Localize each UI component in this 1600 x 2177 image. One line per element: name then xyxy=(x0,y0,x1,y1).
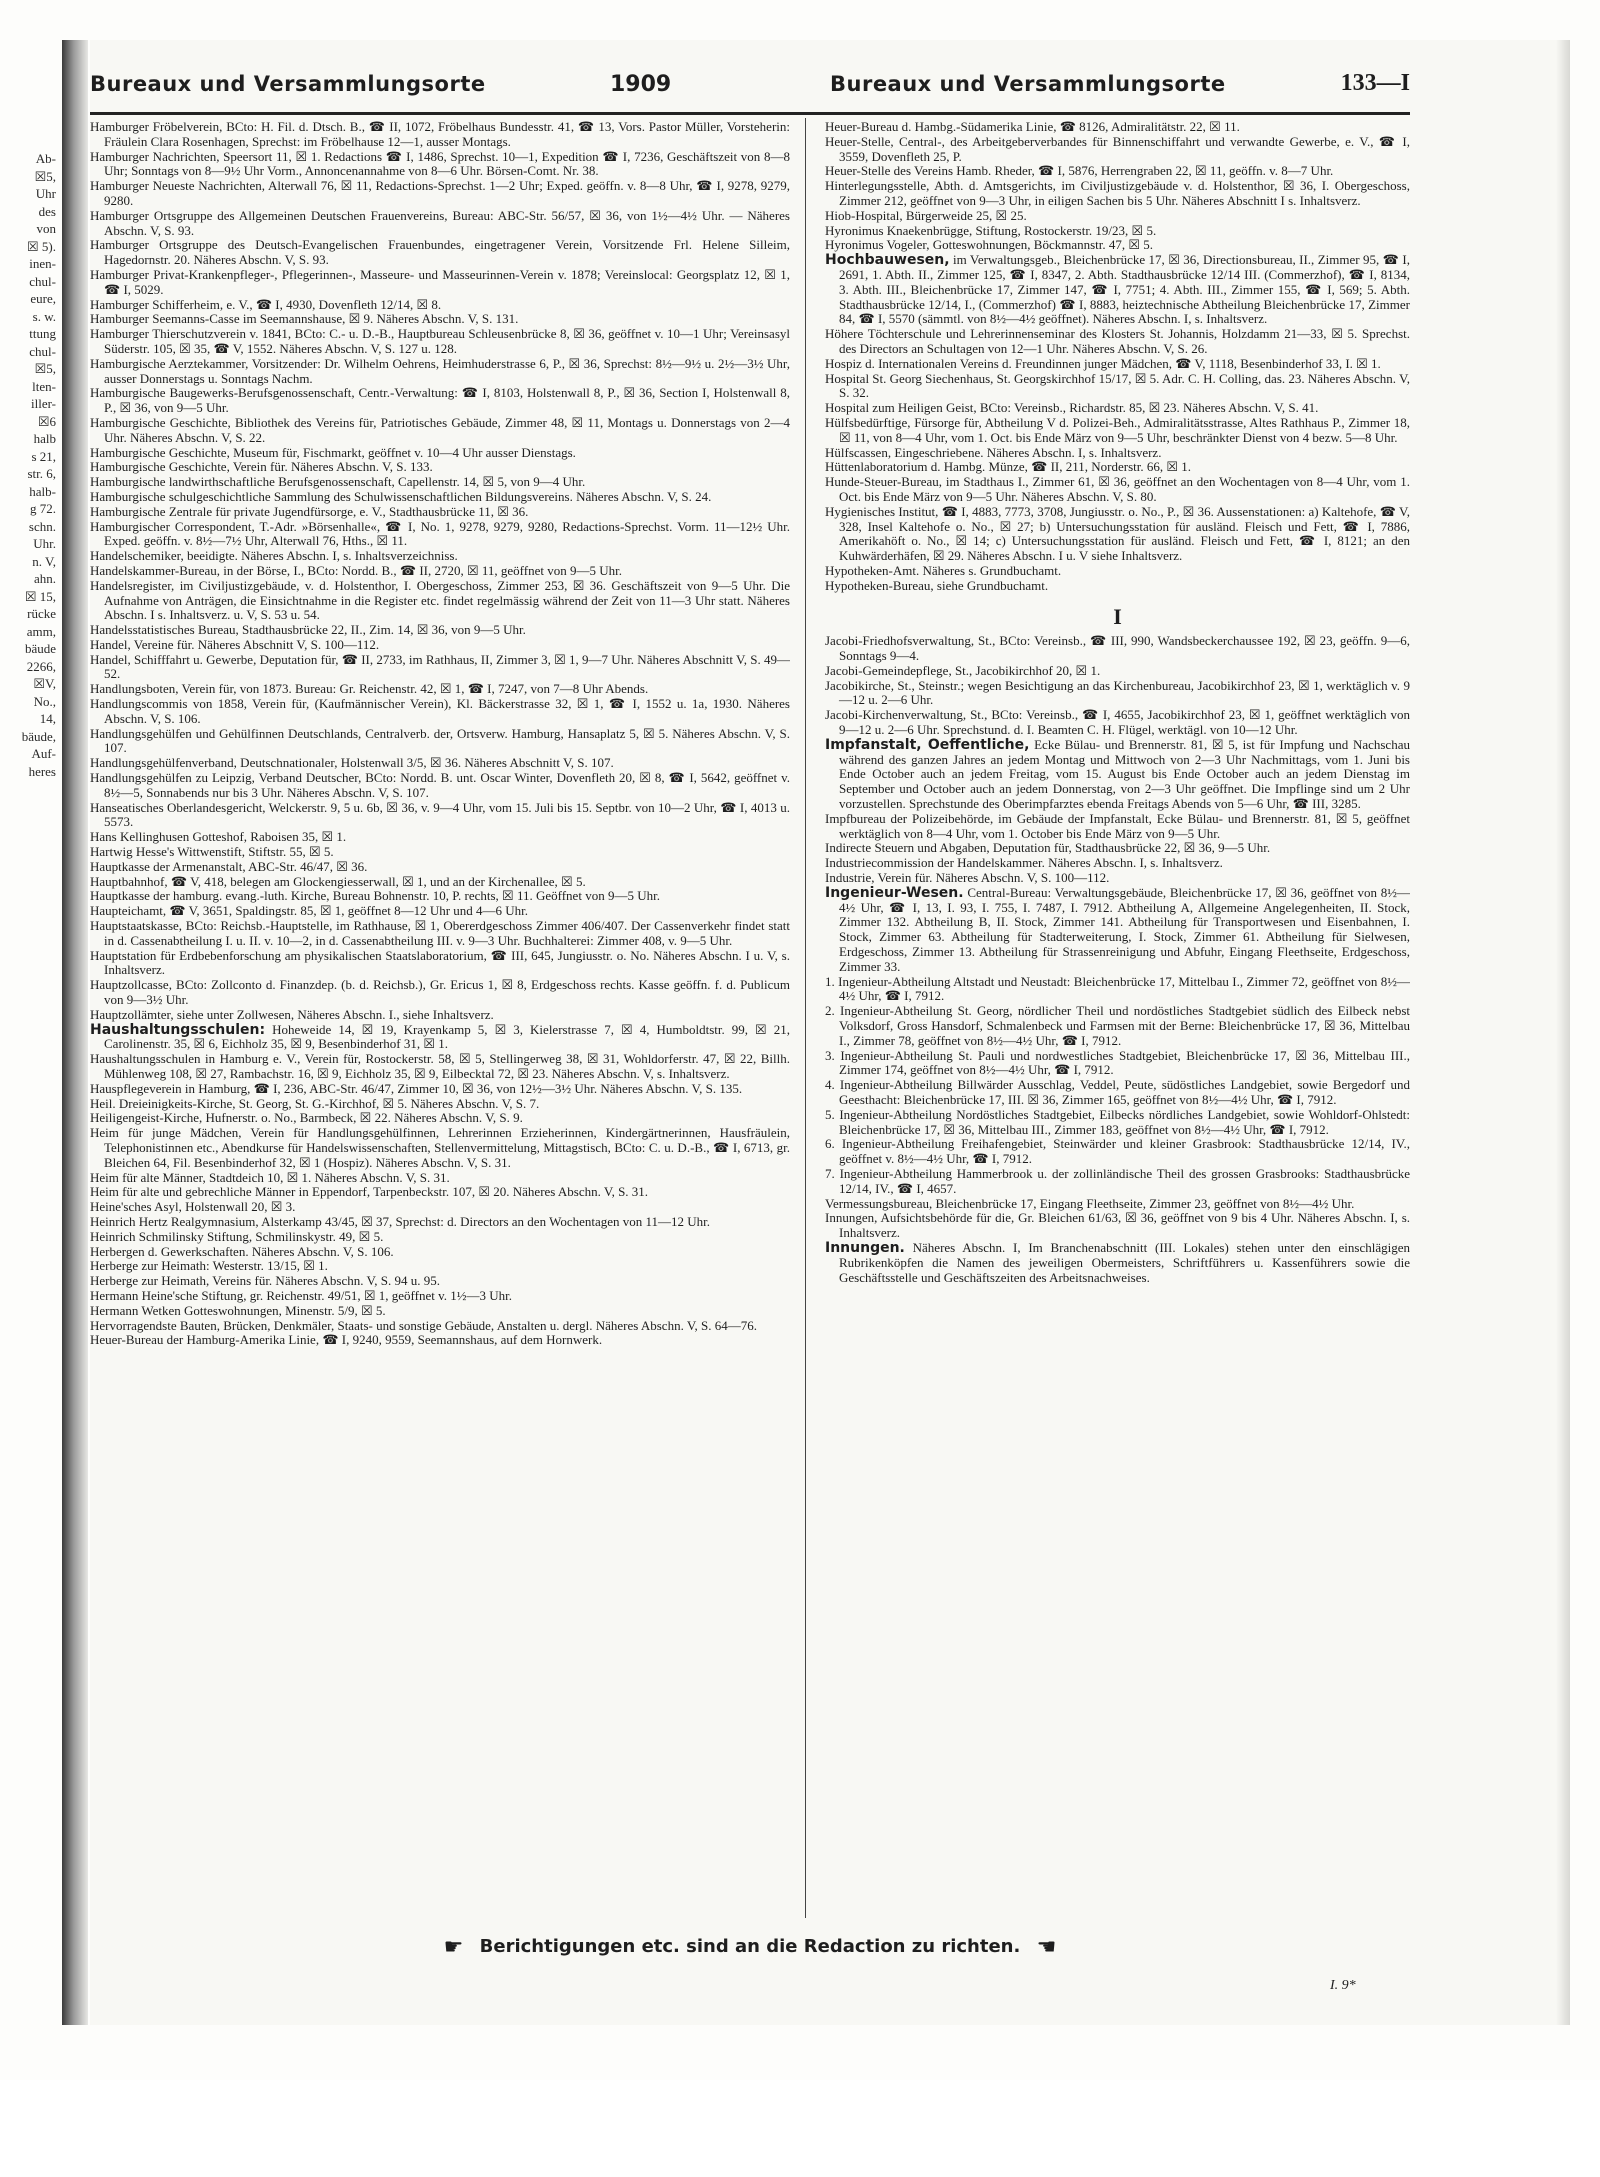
header-rule xyxy=(90,112,1410,115)
directory-entry: Innungen. Näheres Abschn. I, Im Branchenabschnitt (III. Lokales) stehen unter den einschlägigen Rubrikenköpfen die Namen des jeweiligen Obermeisters, Schriftführers u. Kassenführers sowie die Geschäftsstelle und Geschäftszeiten des Arbeitsnachweises. xyxy=(825,1239,1410,1285)
directory-entry: Hamburger Nachrichten, Speersort 11, ☒ 1. Redactions ☎ I, 1486, Sprechst. 10—1, Expedition ☎ I, 7236, Geschäftszeit von 8—8 Uhr; Sonntags von 8—9½ Uhr Vorm., Annoncenannahme von 8—6 Uhr. Börsen-Comt. Nr. 38. xyxy=(90,148,790,179)
directory-entry: Hunde-Steuer-Bureau, im Stadthaus I., Zimmer 61, ☒ 36, geöffnet an den Wochentagen von 8—4 Uhr, vom 1. Oct. bis Ende März von 9—5 Uhr. Näheres Abschn. V, S. 80. xyxy=(825,474,1410,504)
prev-page-line: bäude, xyxy=(21,728,56,744)
prev-page-line: eure, xyxy=(30,291,56,306)
directory-entry: Hypotheken-Bureau, siehe Grundbuchamt. xyxy=(825,577,1049,593)
entry-heading: Ingenieur-Wesen. xyxy=(825,884,964,901)
directory-entry: Herberge zur Heimath: Westerstr. 13/15, ☒ 1. xyxy=(90,1258,328,1274)
directory-entry: Hamburgische landwirthschaftliche Berufsgenossenschaft, Capellenstr. 14, ☒ 5, von 9—4 Uhr. xyxy=(90,474,586,490)
directory-entry: Hinterlegungsstelle, Abth. d. Amtsgerichts, im Civiljustizgebäude v. d. Holstenthor, ☒ 36, I. Obergeschoss, Zimmer 212, geöffnet von 9—3 Uhr, in eiligen Sachen bis 5 Uhr. Näheres Abschnitt I s. Inhaltsverz. xyxy=(825,178,1410,208)
directory-entry: Hamburgische Geschichte, Bibliothek des Vereins für, Patriotisches Gebäude, Zimmer 48, ☒ 11, Montags u. Donnerstags von 2—4 Uhr. Näheres Abschn. V, S. 22. xyxy=(90,414,790,445)
directory-entry: Jacobikirche, St., Steinstr.; wegen Besichtigung an das Kirchenbureau, Jacobikirchhof 23, ☒ 1, werktäglich v. 9—12 u. 2—6 Uhr. xyxy=(825,677,1410,708)
directory-entry: Hanseatisches Oberlandesgericht, Welckerstr. 9, 5 u. 6b, ☒ 36, v. 9—4 Uhr, vom 15. Juli bis 15. Septbr. von 10—2 Uhr, ☎ I, 4013 u. 5573. xyxy=(90,799,790,830)
section-letter: I xyxy=(1113,603,1122,629)
prev-page-line: chul- xyxy=(29,273,56,289)
directory-entry: Hamburgische Geschichte, Museum für, Fischmarkt, geöffnet v. 10—4 Uhr ausser Dienstags. xyxy=(90,444,576,460)
prev-page-line: ☒6 xyxy=(37,413,56,429)
prev-page-line: ☒5, xyxy=(34,361,56,376)
prev-page-line: s 21, xyxy=(31,448,56,464)
directory-entry: Impfbureau der Polizeibehörde, im Gebäude der Impfanstalt, Ecke Bülau- und Brennerstr. 81, ☒ 5, geöffnet werktäglich von 8—4 Uhr, vom 1. October bis Ende März von 9—5 Uhr. xyxy=(825,810,1410,841)
prev-page-line: amm, xyxy=(26,623,56,639)
pointing-hand-right-icon: ☚ xyxy=(1036,1935,1057,1960)
directory-entry: Hülfscassen, Eingeschriebene. Näheres Abschn. I, s. Inhaltsverz. xyxy=(825,444,1162,460)
directory-entry: Jacobi-Friedhofsverwaltung, St., BCto: Vereinsb., ☎ III, 990, Wandsbeckerchaussee 192, ☒ 23, geöffn. 9—6, Sonntags 9—4. xyxy=(825,633,1410,664)
directory-entry: Haushaltungsschulen in Hamburg e. V., Verein für, Rostockerstr. 58, ☒ 5, Stellingerweg 38, ☒ 31, Wohldorferstr. 47, ☒ 22, Billh. Mühlenweg 108, ☒ 27, Rambachstr. 16, ☒ 9, Eichholz 35, ☒ 9, Eilbecktal 72, ☒ 23. Näheres Abschn. V, s. Inhaltsverz. xyxy=(90,1051,790,1081)
prev-page-line: ☒ 15, xyxy=(24,588,56,604)
directory-entry: Industrie, Verein für. Näheres Abschn. V, S. 100—112. xyxy=(825,870,1110,886)
directory-entry: Hamburgische Zentrale für private Jugendfürsorge, e. V., Stadthausbrücke 11, ☒ 36. xyxy=(90,503,529,519)
directory-entry: Hamburger Privat-Krankenpfleger-, Pflegerinnen-, Masseure- und Masseurinnen-Verein v. 1878; Vereinslocal: Georgsplatz 12, ☒ 1, ☎ I, 5029. xyxy=(90,266,790,297)
directory-entry: Innungen, Aufsichtsbehörde für die, Gr. Bleichen 61/63, ☒ 36, geöffnet von 9 bis 4 Uhr. Näheres Abschn. I, s. Inhaltsverz. xyxy=(825,1210,1410,1241)
directory-entry: Hamburger Neueste Nachrichten, Alterwall 76, ☒ 11, Redactions-Sprechst. 1—2 Uhr; Exped. geöffn. v. 8—8 Uhr, ☎ I, 9278, 9279, 9280. xyxy=(90,178,790,208)
directory-entry: Hauptkasse der Armenanstalt, ABC-Str. 46/47, ☒ 36. xyxy=(90,858,368,874)
directory-entry: Hamburgischer Correspondent, T.-Adr. »Börsenhalle«, ☎ I, No. 1, 9278, 9279, 9280, Redactions-Sprechst. Vorm. 11—12½ Uhr. Exped. geöffn. v. 8½—7½ Uhr, Alterwall 76, Hths., ☒ 11. xyxy=(90,518,790,549)
prev-page-line: str. 6, xyxy=(27,466,56,481)
directory-entry: Haushaltungsschulen: Hoheweide 14, ☒ 19, Krayenkamp 5, ☒ 3, Kielerstrasse 7, ☒ 4, Humboldtstr. 99, ☒ 21, Carolinenstr. 35, ☒ 6, Eichholz 35, ☒ 9, Besenbinderhof 31, ☒ 1. xyxy=(90,1021,790,1052)
prev-page-line: von xyxy=(36,221,56,236)
prev-page-line: Auf- xyxy=(31,746,56,761)
directory-entry: Hygienisches Institut, ☎ I, 4883, 7773, 3708, Jungiusstr. o. No., P., ☒ 36. Aussenstationen: a) Kaltehofe, ☎ V, 328, Insel Kaltehofe o. No., ☒ 27; b) Untersuchungsstation für ausländ. Fleisch und Fett, ☎ I, 7886, Amerikahöft o. No., ☒ 14; c) Untersuchungsstation für ausländ. Fleisch und Fett, ☎ I, 8121; an den Kuhwärderhäfen, ☒ 29. Näheres Abschn. I u. V siehe Inhaltsverz. xyxy=(825,503,1410,564)
directory-entry: Heim für junge Mädchen, Verein für Handlungsgehülfinnen, Lehrerinnen Erzieherinnen, Kindergärtnerinnen, Hausfräulein, Telephonistinnen etc., Abendkurse für Handelswissenschaften, Stellenvermittelung, Mittagstisch, BCto: C. u. D.-B., ☎ I, 6713, gr. Bleichen 64, Fil. Besenbinderhof 32, ☒ 1 (Hospiz). Näheres Abschn. V, S. 31. xyxy=(90,1125,790,1170)
directory-entry: Hauspflegeverein in Hamburg, ☎ I, 236, ABC-Str. 46/47, Zimmer 10, ☒ 36, von 12½—3½ Uhr. Näheres Abschn. V, S. 135. xyxy=(90,1080,743,1096)
entry-heading: Haushaltungsschulen: xyxy=(90,1021,266,1038)
column-divider xyxy=(805,118,806,1918)
directory-entry: Hospital zum Heiligen Geist, BCto: Vereinsb., Richardstr. 85, ☒ 23. Näheres Abschn. V, S. 41. xyxy=(825,400,1319,416)
directory-entry: Handel, Schifffahrt u. Gewerbe, Deputation für, ☎ II, 2733, im Rathhaus, II, Zimmer 3, ☒ 1, 9—7 Uhr. Näheres Abschnitt V, S. 49—52. xyxy=(90,651,790,682)
directory-entry: Herberge zur Heimath, Vereins für. Näheres Abschn. V, S. 94 u. 95. xyxy=(90,1273,440,1289)
directory-entry: Heuer-Stelle, Central-, des Arbeitgeberverbandes für Binnenschiffahrt und verwandte Gewerbe, e. V., ☎ I, 3559, Dovenfleth 25, P. xyxy=(825,133,1410,164)
prev-page-line: halb- xyxy=(29,483,56,499)
entry-heading: Innungen. xyxy=(825,1239,905,1256)
directory-entry: Hauptstaatskasse, BCto: Reichsb.-Hauptstelle, im Rathhause, ☒ 1, Obererdgeschoss Zimmer 406/407. Der Cassenverkehr findet statt in d. Cassenabtheilung I. u. II. v. 10—2, in d. Cassenabtheilung III. v. 9—3 Uhr. Buchhalterei: Zimmer 408, v. 9—5 Uhr. xyxy=(90,918,790,948)
header-year: 1909 xyxy=(610,72,672,97)
prev-page-line: Ab- xyxy=(35,151,56,166)
directory-entry: Hauptzollämter, siehe unter Zollwesen, Näheres Abschn. I., siehe Inhaltsverz. xyxy=(90,1006,494,1022)
header-left-title: Bureaux und Versammlungsorte xyxy=(90,72,486,96)
directory-entry: Handelskammer-Bureau, in der Börse, I., BCto: Nordd. B., ☎ II, 2720, ☒ 11, geöffnet von 9—5 Uhr. xyxy=(90,562,622,578)
directory-entry: Hamburgische schulgeschichtliche Sammlung des Schulwissenschaftlichen Bildungsvereins. Näheres Abschn. V, S. 24. xyxy=(90,488,712,504)
directory-entry: Hamburgische Baugewerks-Berufsgenossenschaft, Centr.-Verwaltung: ☎ I, 8103, Holstenwall 8, P., ☒ 36, Section I, Holstenwall 8, P., ☒ 36, von 9—5 Uhr. xyxy=(90,385,790,416)
directory-entry: Heinrich Schmilinsky Stiftung, Schmilinskystr. 49, ☒ 5. xyxy=(90,1228,384,1244)
prev-page-line: ☒V, xyxy=(33,676,56,691)
directory-entry: Handlungsgehülfenverband, Deutschnationaler, Holstenwall 3/5, ☒ 36. Näheres Abschnitt V, S. 107. xyxy=(90,755,614,771)
directory-entry: Hervorragendste Bauten, Brücken, Denkmäler, Staats- und sonstige Gebäude, Anstalten u. dergl. Näheres Abschn. V, S. 64—76. xyxy=(90,1317,758,1333)
footer-notice xyxy=(90,1935,1410,1960)
directory-entry: 2. Ingenieur-Abtheilung St. Georg, nördlicher Theil und nordöstliches Stadtgebiet südlich des Eilbeck nebst Volksdorf, Gross Hansdorf, Schmalenbeck und Farmsen mit der Berne: Bleichenbrücke 17, ☒ 36, Mittelbau I., Zimmer 78, geöffnet von 8½—4½ Uhr, ☎ I, 7912. xyxy=(825,1003,1410,1048)
directory-entry: Hiob-Hospital, Bürgerweide 25, ☒ 25. xyxy=(825,207,1027,223)
directory-entry: Hüttenlaboratorium d. Hambg. Münze, ☎ II, 211, Norderstr. 66, ☒ 1. xyxy=(825,459,1192,475)
header-right-title: Bureaux und Versammlungsorte xyxy=(830,72,1226,96)
directory-entry: Hyronimus Vogeler, Gotteswohnungen, Böckmannstr. 47, ☒ 5. xyxy=(825,237,1154,253)
directory-entry: Hamburger Schifferheim, e. V., ☎ I, 4930, Dovenfleth 12/14, ☒ 8. xyxy=(90,296,442,312)
directory-entry: Heuer-Bureau d. Hambg.-Südamerika Linie, ☎ 8126, Admiralitätstr. 22, ☒ 11. xyxy=(825,120,1240,134)
directory-entry: Handelsstatistisches Bureau, Stadthausbrücke 22, II., Zim. 14, ☒ 36, von 9—5 Uhr. xyxy=(90,622,526,638)
prev-page-line: s. w. xyxy=(32,308,56,324)
directory-entry: Hamburgische Aerztekammer, Vorsitzender: Dr. Wilhelm Oehrens, Heimhuderstrasse 6, P., ☒ 36, Sprechst: 8½—9½ u. 2½—3½ Uhr, ausser Donnerstags u. Sonntags Nachm. xyxy=(90,355,790,386)
directory-entry: 4. Ingenieur-Abtheilung Billwärder Ausschlag, Veddel, Peute, südöstliches Landgebiet, sowie Bergedorf und Geesthacht: Bleichenbrücke 17, III. ☒ 36, Zimmer 165, geöffnet von 8½—4½ Uhr, ☎ I, 7912. xyxy=(825,1077,1410,1107)
binding-shadow xyxy=(62,40,88,2025)
directory-entry: Hauptbahnhof, ☎ V, 418, belegen am Glockengiesserwall, ☒ 1, und an der Kirchenallee, ☒ 5. xyxy=(90,873,586,889)
directory-entry: Heim für alte und gebrechliche Männer in Eppendorf, Tarpenbeckstr. 107, ☒ 20. Näheres Abschn. V, S. 31. xyxy=(90,1184,649,1200)
prev-page-line: inen- xyxy=(29,256,56,271)
page-header xyxy=(90,72,1410,110)
directory-entry: Hauptstation für Erdbebenforschung am physikalischen Staatslaboratorium, ☎ III, 645, Jungiusstr. o. No. Näheres Abschn. I u. V, s. Inhaltsverz. xyxy=(90,947,790,978)
directory-entry: 7. Ingenieur-Abtheilung Hammerbrook u. der zollinländische Theil des grossen Grasbrooks: Stadthausbrücke 12/14, IV., ☎ I, 4657. xyxy=(825,1165,1410,1196)
directory-entry: Hyronimus Knaekenbrügge, Stiftung, Rostockerstr. 19/23, ☒ 5. xyxy=(825,222,1157,238)
directory-entry: Impfanstalt, Oeffentliche, Ecke Bülau- und Brennerstr. 81, ☒ 5, ist für Impfung und Nachschau während des ganzen Jahres an jedem Montag und Mittwoch von 2—3 Uhr Nachmittags, vom 1. Juni bis Ende October auch an jedem Freitag, vom 15. August bis Ende October auch an jedem Dienstag im September und October auch an jedem Donnerstag, von 2—3 Uhr geöffnet. Die Impflinge sind um 2 Uhr vorzustellen. Sprechstunde des Oberimpfarztes ebenda Freitags Abends von 5—6 Uhr, ☎ III, 3285. xyxy=(825,736,1410,812)
directory-entry: Handlungsgehülfen und Gehülfinnen Deutschlands, Centralverb. der, Ortsverw. Hamburg, Hansaplatz 5, ☒ 5. Näheres Abschn. V, S. 107. xyxy=(90,725,790,756)
directory-entry: Herbergen d. Gewerkschaften. Näheres Abschn. V, S. 106. xyxy=(90,1243,394,1259)
directory-entry: Hamburger Ortsgruppe des Deutsch-Evangelischen Frauenbundes, eingetragener Verein, Vorsitzende Frl. Helene Silleim, Hagedornstr. 20. Näheres Abschn. V, S. 93. xyxy=(90,237,790,268)
directory-entry: Höhere Töchterschule und Lehrerinnenseminar des Klosters St. Johannis, Holzdamm 21—33, ☒ 5. Sprechst. des Directors an Schultagen von 12—1 Uhr. Näheres Abschn. V, S. 26. xyxy=(825,326,1410,356)
prev-page-line: ☒5, xyxy=(34,168,56,184)
prev-page-line: ☒ 5). xyxy=(27,238,56,254)
directory-entry: Hermann Wetken Gotteswohnungen, Minenstr. 5/9, ☒ 5. xyxy=(90,1302,386,1318)
directory-entry: Heim für alte Männer, Stadtdeich 10, ☒ 1. Näheres Abschn. V, S. 31. xyxy=(90,1169,450,1185)
directory-entry: Handlungsgehülfen zu Leipzig, Verband Deutscher, BCto: Nordd. B. unt. Oscar Winter, Dovenfleth 20, ☒ 8, ☎ I, 5642, geöffnet v. 8½—5, Sonnabends nur bis 3 Uhr. Näheres Abschn. V, S. 107. xyxy=(90,770,790,800)
prev-page-line: g 72. xyxy=(30,501,56,516)
entry-heading: Impfanstalt, Oeffentliche, xyxy=(825,736,1030,753)
previous-page-fragment xyxy=(0,150,60,1630)
directory-entry: Jacobi-Gemeindepflege, St., Jacobikirchhof 20, ☒ 1. xyxy=(825,662,1101,678)
left-column xyxy=(90,120,790,1960)
prev-page-line: 14, xyxy=(39,711,56,726)
directory-entry: 6. Ingenieur-Abtheilung Freihafengebiet, Steinwärder und kleiner Grasbrook: Stadthausbrücke 12/14, IV., geöffnet v. 8½—4½ Uhr, ☎ I, 7912. xyxy=(825,1136,1410,1167)
prev-page-line: halb xyxy=(33,431,56,446)
directory-entry: Heine'sches Asyl, Holstenwall 20, ☒ 3. xyxy=(90,1199,296,1215)
directory-entry: Hamburger Thierschutzverein v. 1841, BCto: C.- u. D.-B., Hauptbureau Schleusenbrücke 8, ☒ 36, geöffnet v. 10—1 Uhr; Vereinsasyl Süderstr. 105, ☒ 35, ☎ V, 1552. Näheres Abschn. V, S. 127 u. 128. xyxy=(90,326,790,356)
directory-entry: Hans Kellinghusen Gotteshof, Raboisen 35, ☒ 1. xyxy=(90,829,347,845)
prev-page-line: iller- xyxy=(30,396,56,411)
directory-entry: Jacobi-Kirchenverwaltung, St., BCto: Vereinsb., ☎ I, 4655, Jacobikirchhof 23, ☒ 1, geöffnet werktäglich von 9—12 u. 2—6 Uhr. Sprechstund. d. I. Beamten C. H. Flügel, werktägl. von 10—12 Uhr. xyxy=(825,707,1410,738)
directory-entry: Indirecte Steuern und Abgaben, Deputation für, Stadthausbrücke 22, ☒ 36, 9—5 Uhr. xyxy=(825,840,1271,856)
directory-entry: Heinrich Hertz Realgymnasium, Alsterkamp 43/45, ☒ 37, Sprechst: d. Directors an den Wochentagen von 11—12 Uhr. xyxy=(90,1213,711,1229)
prev-page-line: Uhr. xyxy=(33,536,56,551)
directory-entry: Ingenieur-Wesen. Central-Bureau: Verwaltungsgebäude, Bleichenbrücke 17, ☒ 36, geöffnet von 8½—4½ Uhr, ☎ I, 13, I. 93, I. 755, I. 7487, I. 7912. Abtheilung A, Allgemeine Angelegenheiten, II. Stock, Zimmer 132. Abtheilung B, II. Stock, Zimmer 141. Abtheilung für Transportwesen und Eisenbahnen, I. Stock, Zimmer 63. Abtheilung für Stadterweiterung, I. Stock, Zimmer 61. Abtheilung für Sielwesen, Erdgeschoss, Zimmer 13. Abtheilung für Strassenreinigung und Abfuhr, Eingang Fleethseite, Erdgeschoss, Zimmer 33. xyxy=(825,884,1410,974)
directory-entry: Handelsregister, im Civiljustizgebäude, v. d. Holstenthor, I. Obergeschoss, Zimmer 253, ☒ 36. Geschäftszeit von 9—5 Uhr. Die Aufnahme von Anträgen, die Einsichtnahme in die Register etc. findet regelmässig während der Zeit von 11—3 Uhr statt. Näheres Abschn. I s. Inhaltsverz. u. V, S. 53 u. 54. xyxy=(90,577,790,623)
directory-entry: Hauptzollcasse, BCto: Zollconto d. Finanzdep. (b. d. Reichsb.), Gr. Ericus 1, ☒ 8, Erdgeschoss rechts. Kasse geöffn. f. d. Publicum von 9—3½ Uhr. xyxy=(90,977,790,1008)
prev-page-line: rücke xyxy=(27,606,56,621)
directory-entry: Hamburgische Geschichte, Verein für. Näheres Abschn. V, S. 133. xyxy=(90,459,433,475)
directory-entry: Hochbauwesen, im Verwaltungsgeb., Bleichenbrücke 17, ☒ 36, Directionsbureau, II., Zimmer 95, ☎ I, 2691, 1. Abth. II., Zimmer 125, ☎ I, 8347, 2. Abth. Stadthausbrücke 12/14 III. (Commerzhof), ☎ I, 8134, 3. Abth. III., Bleichenbrücke 17, Zimmer 147, ☎ I, 7751; 4. Abth. III., Zimmer 155, ☎ I, 569; 5. Abth. Stadthausbrücke 12/14, I., (Commerzhof) ☎ I, 8883, heiztechnische Abtheilung Bleichenbrücke 17, Zimmer 84, ☎ I, 5570 (sämmtl. von 8½—4½ geöffnet). Näheres Abschn. I, s. Inhaltsverz. xyxy=(825,252,1410,327)
prev-page-line: Uhr xyxy=(35,186,56,201)
prev-page-line: chul- xyxy=(29,343,56,359)
prev-page-line: lten- xyxy=(32,378,56,394)
directory-entry: Haupteichamt, ☎ V, 3651, Spaldingstr. 85, ☒ 1, geöffnet 8—12 Uhr und 4—6 Uhr. xyxy=(90,903,529,919)
directory-entry: Heiligengeist-Kirche, Hufnerstr. o. No., Barmbeck, ☒ 22. Näheres Abschn. V, S. 9. xyxy=(90,1110,523,1126)
directory-entry: Hülfsbedürftige, Fürsorge für, Abtheilung V d. Polizei-Beh., Admiralitätsstrasse, Altes Rathhaus P., Zimmer 18, ☒ 11, von 8—4 Uhr, vom 1. Oct. bis Ende März von 9—5 Uhr, beschränkter Dienst von 4 bezw. 5—8 Uhr. xyxy=(825,414,1410,445)
prev-page-line: schn. xyxy=(28,518,56,534)
directory-entry: Handel, Vereine für. Näheres Abschnitt V, S. 100—112. xyxy=(90,636,380,652)
prev-page-line: ahn. xyxy=(33,571,56,586)
entry-heading: Hochbauwesen, xyxy=(825,252,950,269)
prev-page-line: ttung xyxy=(29,326,56,341)
prev-page-line: heres xyxy=(28,763,56,779)
directory-entry: Industriecommission der Handelskammer. Näheres Abschn. I, s. Inhaltsverz. xyxy=(825,855,1223,871)
directory-entry: Hypotheken-Amt. Näheres s. Grundbuchamt. xyxy=(825,562,1062,578)
right-column xyxy=(825,120,1410,1920)
directory-entry: 1. Ingenieur-Abtheilung Altstadt und Neustadt: Bleichenbrücke 17, Mittelbau I., Zimmer 72, geöffnet von 8½—4½ Uhr, ☎ I, 7912. xyxy=(825,973,1410,1004)
prev-page-line: 2266, xyxy=(26,658,56,674)
signature-mark: I. 9* xyxy=(1330,1978,1356,1993)
directory-entry: Hamburger Ortsgruppe des Allgemeinen Deutschen Frauenvereins, Bureau: ABC-Str. 56/57, ☒ 36, von 1½—4½ Uhr. — Näheres Abschn. V, S. 93. xyxy=(90,207,790,238)
directory-entry: Heil. Dreieinigkeits-Kirche, St. Georg, St. G.-Kirchhof, ☒ 5. Näheres Abschn. V, S. 7. xyxy=(90,1095,540,1111)
directory-entry: Handlungscommis von 1858, Verein für, (Kaufmännischer Verein), Kl. Bäckerstrasse 32, ☒ 1, ☎ I, 1552 u. 1a, 1930. Näheres Abschn. V, S. 106. xyxy=(90,696,790,726)
directory-entry: Heuer-Stelle des Vereins Hamb. Rheder, ☎ I, 5876, Herrengraben 22, ☒ 11, geöffn. v. 8—7 Uhr. xyxy=(825,163,1334,179)
directory-entry: Heuer-Bureau der Hamburg-Amerika Linie, ☎ I, 9240, 9559, Seemannshaus, auf dem Hornwerk. xyxy=(90,1332,603,1348)
prev-page-line: bäude xyxy=(24,641,56,656)
directory-entry: Handlungsboten, Verein für, von 1873. Bureau: Gr. Reichenstr. 42, ☒ 1, ☎ I, 7247, von 7—8 Uhr Abends. xyxy=(90,681,649,697)
directory-entry: Vermessungsbureau, Bleichenbrücke 17, Eingang Fleethseite, Zimmer 23, geöffnet von 8½—4½ Uhr. xyxy=(825,1195,1355,1211)
directory-entry: 5. Ingenieur-Abtheilung Nordöstliches Stadtgebiet, Eilbecks nördliches Landgebiet, sowie Wohldorf-Ohlstedt: Bleichenbrücke 17, ☒ 36, Mittelbau III., Zimmer 183, geöffnet von 8½—4½ Uhr, ☎ I, 7912. xyxy=(825,1106,1410,1137)
footer-text: Berichtigungen etc. sind an die Redaction zu richten. xyxy=(479,1936,1021,1957)
directory-entry: Hauptkasse der hamburg. evang.-luth. Kirche, Bureau Bohnenstr. 10, P. rechts, ☒ 11. Geöffnet von 9—5 Uhr. xyxy=(90,888,660,904)
directory-entry: Handelschemiker, beeidigte. Näheres Abschn. I, s. Inhaltsverzeichniss. xyxy=(90,548,458,564)
directory-entry: 3. Ingenieur-Abtheilung St. Pauli und nordwestliches Stadtgebiet, Bleichenbrücke 17, ☒ 36, Mittelbau III., Zimmer 174, geöffnet von 8½—4½ Uhr, ☎ I, 7912. xyxy=(825,1047,1410,1078)
prev-page-line: des xyxy=(38,203,56,219)
pointing-hand-left-icon: ☛ xyxy=(443,1935,464,1960)
directory-entry: Hospiz d. Internationalen Vereins d. Freundinnen junger Mädchen, ☎ V, 1118, Besenbinderhof 33, I. ☒ 1. xyxy=(825,355,1381,371)
directory-entry: Hartwig Hesse's Wittwenstift, Stiftstr. 55, ☒ 5. xyxy=(90,844,334,860)
directory-entry: Hermann Heine'sche Stiftung, gr. Reichenstr. 49/51, ☒ 1, geöffnet v. 1½—3 Uhr. xyxy=(90,1287,512,1303)
directory-entry: Hamburger Fröbelverein, BCto: H. Fil. d. Dtsch. B., ☎ II, 1072, Fröbelhaus Bundesstr. 41, ☎ 13, Vors. Pastor Müller, Vorsteherin: Fräulein Clara Rosenhagen, Sprechst: im Fröbelhause 12—1, ausser Montags. xyxy=(90,120,790,149)
directory-entry: Hamburger Seemanns-Casse im Seemannshause, ☒ 9. Näheres Abschn. V, S. 131. xyxy=(90,311,519,327)
directory-entry: Hospital St. Georg Siechenhaus, St. Georgskirchhof 15/17, ☒ 5. Adr. C. H. Colling, das. 23. Näheres Abschn. V, S. 32. xyxy=(825,370,1410,401)
page-number: 133—I xyxy=(1340,70,1410,96)
prev-page-line: n. V, xyxy=(32,553,56,569)
prev-page-line: No., xyxy=(33,693,56,709)
